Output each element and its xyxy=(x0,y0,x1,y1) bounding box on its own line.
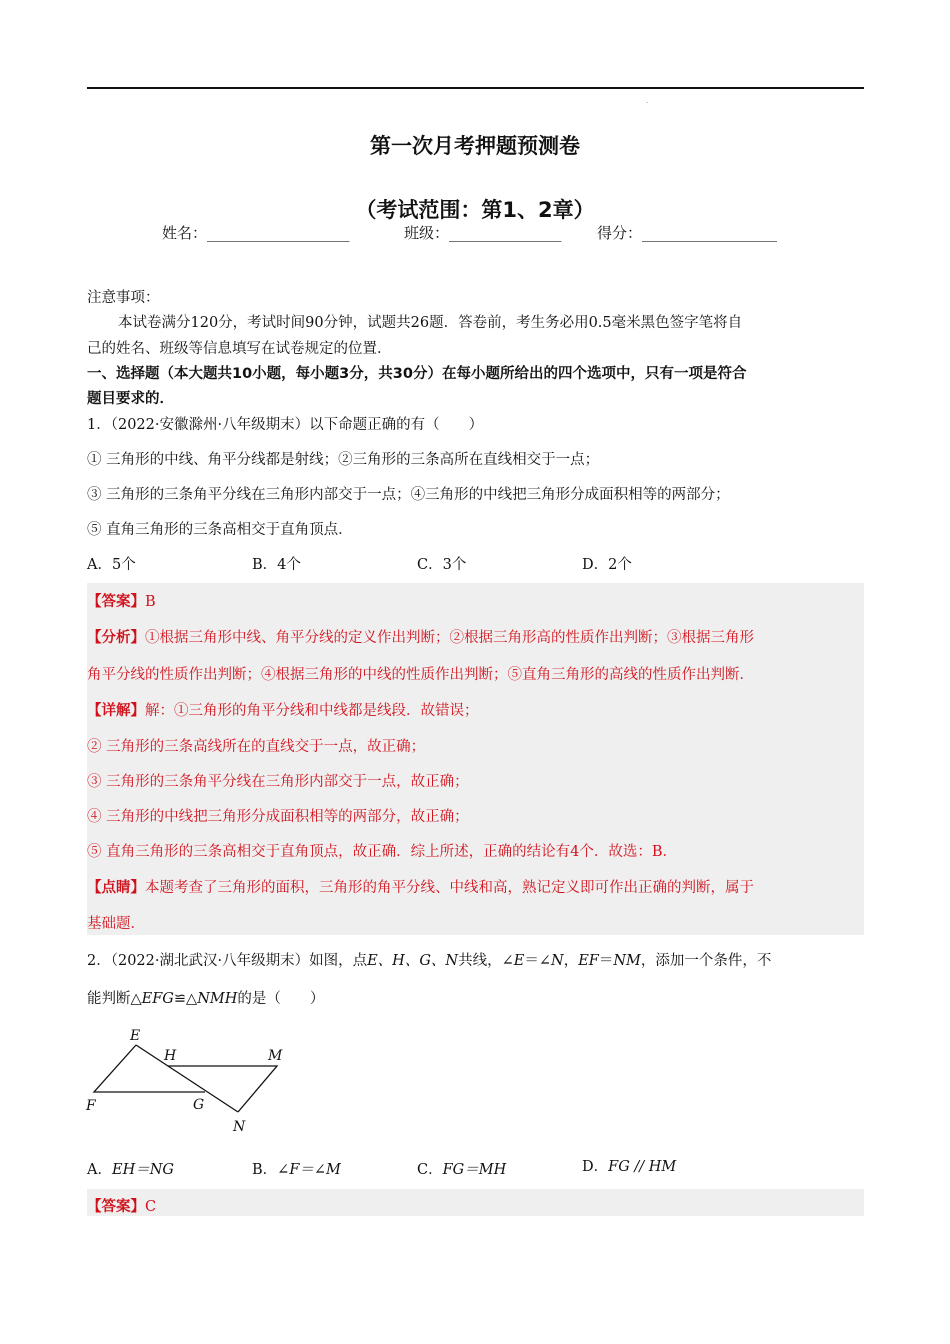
q1-analysis-1 xyxy=(87,626,754,647)
q2-option-d-prefix: D． xyxy=(582,1159,609,1175)
q2-option-d xyxy=(582,1155,676,1176)
class-field[interactable]: 班级：_______________ xyxy=(404,224,562,242)
q2-stem-NM: NM xyxy=(613,953,641,969)
q2-option-c xyxy=(417,1158,506,1179)
q2-option-a-prefix: A． xyxy=(87,1162,112,1178)
name-field[interactable]: 姓名：___________________ xyxy=(162,224,350,242)
q1-detail-4: ④ 三角形的中线把三角形分成面积相等的两部分，故正确； xyxy=(87,809,469,825)
page-title: 第一次月考押题预测卷 xyxy=(370,134,580,158)
q2-answer-box xyxy=(87,1189,864,1216)
q2-line2-NMH: NMH xyxy=(197,991,238,1007)
q1-detail-1 xyxy=(87,699,479,720)
q1-detail-2: ② 三角形的三条高线所在的直线交于一点，故正确； xyxy=(87,739,426,755)
q1-analysis-2: 角平分线的性质作出判断；④根据三角形的中线的性质作出判断；⑤直角三角形的高线的性质作出判断． xyxy=(87,667,754,683)
label-F: F xyxy=(86,1098,96,1114)
q1-comment-1 xyxy=(87,876,754,897)
q2-option-d-text: FG // HM xyxy=(608,1159,677,1175)
page-subtitle: （考试范围：第1、2章） xyxy=(355,198,595,222)
q2-option-a-text: EH＝NG xyxy=(111,1162,174,1178)
q1-option-d: D．2个 xyxy=(582,557,632,573)
q2-option-b xyxy=(252,1158,341,1179)
answer-value: B xyxy=(145,594,156,610)
q1-detail-3: ③ 三角形的三条角平分线在三角形内部交于一点，故正确； xyxy=(87,774,469,790)
header-rule xyxy=(87,87,864,89)
notice-heading: 注意事项： xyxy=(87,290,160,306)
q1-comment-2: 基础题． xyxy=(87,916,145,932)
label-E: E xyxy=(130,1028,141,1044)
label-N: N xyxy=(233,1119,246,1135)
q1-stem: 1．（2022·安徽滁州·八年级期末）以下命题正确的有（ ） xyxy=(87,417,484,433)
analysis-tag: 【分析】 xyxy=(87,630,145,646)
section-1-heading-cont: 题目要求的． xyxy=(87,391,174,407)
q1-option-a: A．5个 xyxy=(87,557,136,573)
header-dot: . xyxy=(646,98,648,105)
triangle-hmn xyxy=(168,1066,277,1112)
comment-tag: 【点睛】 xyxy=(87,880,145,896)
q2-stem-eq: ＝∠ xyxy=(524,953,551,969)
q2-line2-cong: ≌△ xyxy=(173,991,198,1007)
detail-text: 解：①三角形的角平分线和中线都是线段．故错误； xyxy=(145,703,479,719)
q2-line2-b: 的是（ ） xyxy=(237,991,325,1007)
q2-stem-E: E xyxy=(513,953,525,969)
q2-line2-EFG: EFG xyxy=(141,991,174,1007)
q2-stem-EF: EF xyxy=(578,953,599,969)
q1-option-b: B．4个 xyxy=(252,557,301,573)
label-G: G xyxy=(193,1097,205,1113)
section-1-heading: 一、选择题（本大题共10小题，每小题3分，共30分）在每小题所给出的四个选项中，只有一项是符合 xyxy=(87,366,747,382)
q2-stem-a: 2．（2022·湖北武汉·八年级期末）如图，点 xyxy=(87,953,368,969)
notice-line-2: 己的姓名、班级等信息填写在试卷规定的位置． xyxy=(87,341,392,357)
q2-figure xyxy=(80,1020,300,1140)
q2-option-a xyxy=(87,1158,174,1179)
answer-tag: 【答案】 xyxy=(87,594,145,610)
q2-stem-b: 共线，∠ xyxy=(458,953,514,969)
q2-stem-comma: ， xyxy=(563,953,579,969)
q2-stem-eq2: ＝ xyxy=(598,953,614,969)
q2-line2-a: 能判断△ xyxy=(87,991,142,1007)
notice-line-1: 本试卷满分120分，考试时间90分钟，试题共26题．答卷前，考生务必用0.5毫米黑色签字笔将自 xyxy=(118,315,743,331)
q1-option-c: C．3个 xyxy=(417,557,467,573)
q1-detail-5: ⑤ 直角三角形的三条高相交于直角顶点，故正确．综上所述，正确的结论有4个．故选：B． xyxy=(87,844,677,860)
label-M: M xyxy=(268,1048,283,1064)
q1-statement-1: ① 三角形的中线、角平分线都是射线；②三角形的三条高所在直线相交于一点； xyxy=(87,452,600,468)
q2-stem-N: N xyxy=(551,953,564,969)
q2-stem-c: ，添加一个条件，不 xyxy=(640,953,772,969)
score-field[interactable]: 得分：__________________ xyxy=(597,224,778,242)
q2-stem xyxy=(87,949,771,970)
label-H: H xyxy=(164,1048,177,1064)
q1-statement-2: ③ 三角形的三条角平分线在三角形内部交于一点；④三角形的中线把三角形分成面积相等的两部分； xyxy=(87,487,730,503)
q2-stem-line-2 xyxy=(87,987,324,1008)
q2-answer-tag: 【答案】 xyxy=(87,1199,145,1215)
q2-option-c-prefix: C． xyxy=(417,1162,443,1178)
comment-text: 本题考查了三角形的面积，三角形的角平分线、中线和高，熟记定义即可作出正确的判断，属于 xyxy=(145,880,754,896)
q2-stem-points: E、H、G、N xyxy=(367,953,459,969)
detail-tag: 【详解】 xyxy=(87,703,145,719)
q2-answer xyxy=(87,1195,156,1216)
q2-option-c-text: FG＝MH xyxy=(442,1162,507,1178)
triangle-efg xyxy=(94,1045,205,1092)
analysis-text: ①根据三角形中线、角平分线的定义作出判断；②根据三角形高的性质作出判断；③根据三角形 xyxy=(145,630,754,646)
q1-statement-3: ⑤ 直角三角形的三条高相交于直角顶点． xyxy=(87,522,353,538)
q2-answer-value: C xyxy=(145,1199,157,1215)
line-ehgn xyxy=(136,1045,238,1112)
q2-option-b-prefix: B．∠ xyxy=(252,1162,290,1178)
q1-answer xyxy=(87,590,156,611)
q2-option-b-text: F＝∠M xyxy=(289,1162,341,1178)
